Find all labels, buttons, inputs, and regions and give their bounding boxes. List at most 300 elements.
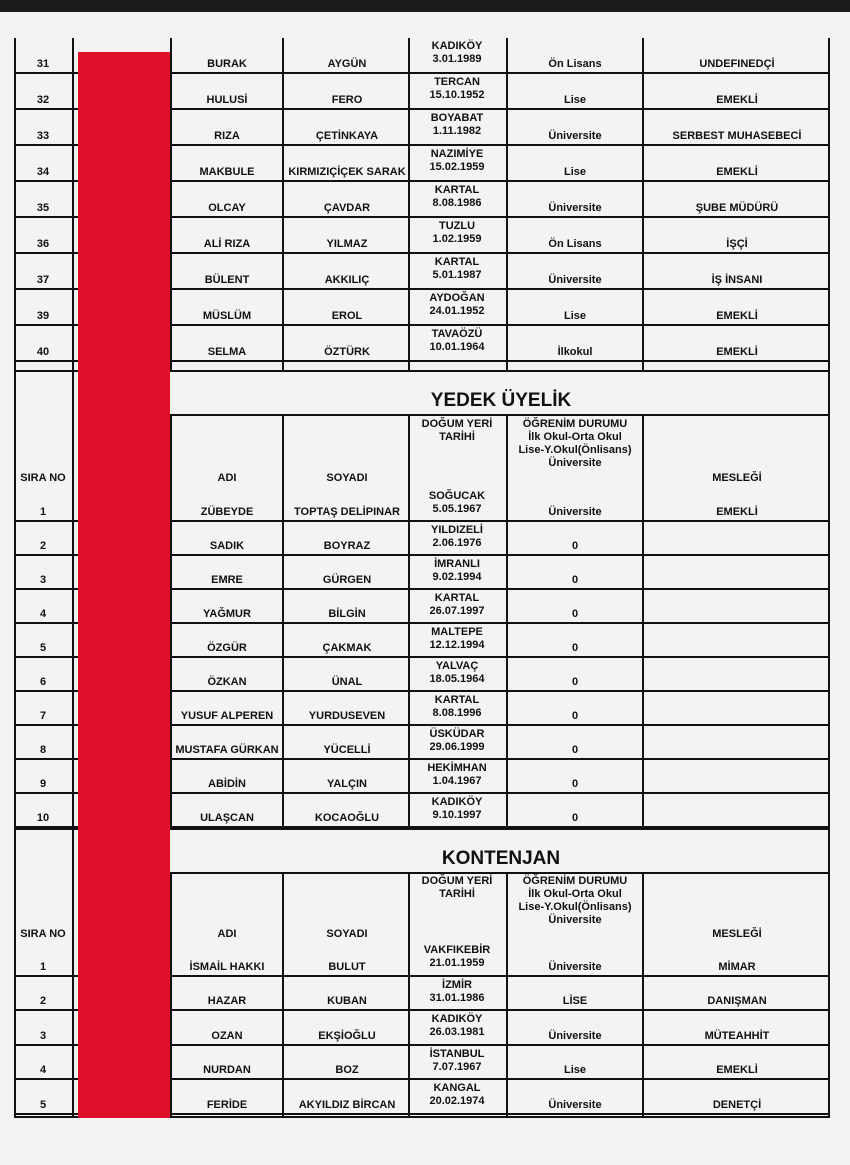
cell-dogum [410,726,504,758]
cell-meslek-text: EMEKLİ [716,346,758,358]
cell-ogrenim [508,218,642,252]
cell-ogrenim [508,726,642,758]
cell-dogum [410,146,504,180]
cell-soyadi [284,760,410,792]
kontenjan-header-top-border [172,872,830,874]
cell-ogrenim [508,692,642,724]
cell-dogum-yeri: KADIKÖY [431,1013,483,1026]
cell-meslek [644,38,830,72]
cell-ogrenim [508,522,642,554]
cell-dogum-tarihi: 20.02.1974 [429,1095,485,1108]
cell-adi [172,488,282,520]
cell-meslek [644,254,830,288]
cell-sira-no [14,1046,72,1079]
cell-ogrenim-text: 0 [571,608,579,620]
cell-soyadi-text: YILMAZ [326,238,368,250]
cell-adi-text: NURDAN [203,1064,251,1077]
cell-meslek-text: MİMAR [718,960,756,973]
cell-sira-no [14,692,72,724]
cell-soyadi-text: ÜNAL [331,676,363,688]
header-dogum-1: DOĞUM YERİ [421,418,493,430]
cell-soyadi [284,590,410,622]
cell-sira-no [14,942,72,975]
cell-adi-text: ABİDİN [208,778,246,790]
cell-adi-text: BÜLENT [204,274,250,286]
cell-sira-no [14,146,72,180]
cell-sira-no [14,590,72,622]
cell-meslek [644,624,830,656]
cell-meslek-text: ŞUBE MÜDÜRÜ [695,202,779,214]
cell-soyadi-text: KIRMIZIÇİÇEK SARAK [288,166,406,178]
header-dogum-1: DOĞUM YERİ [421,875,493,887]
cell-ogrenim [508,590,642,622]
cell-meslek [644,110,830,144]
cell-adi [172,760,282,792]
cell-dogum [410,38,504,72]
cell-dogum-yeri: İSTANBUL [429,1047,485,1060]
cell-meslek-text: DANIŞMAN [707,995,767,1008]
cell-adi [172,1011,282,1044]
cell-soyadi [284,146,410,180]
cell-meslek-text: EMEKLİ [716,1064,758,1077]
cell-ogrenim [508,488,642,520]
cell-dogum [410,254,504,288]
column-divider [72,828,74,872]
cell-meslek [644,1080,830,1113]
cell-ogrenim [508,977,642,1010]
cell-dogum-tarihi: 31.01.1986 [429,991,485,1004]
cell-ogrenim-text: 0 [571,642,579,654]
cell-dogum-tarihi: 9.10.1997 [432,809,482,821]
cell-dogum-yeri: TUZLU [438,220,476,232]
cell-dogum-tarihi: 3.01.1989 [432,53,482,65]
cell-adi-text: BURAK [207,58,247,70]
column-divider [72,370,74,414]
member-list-page [14,38,830,1118]
cell-adi-text: OLCAY [208,202,246,214]
cell-adi-text: ÖZGÜR [207,642,247,654]
cell-dogum-tarihi: 1.11.1982 [432,125,482,137]
cell-adi-text: MAKBULE [199,166,255,178]
cell-soyadi [284,1080,410,1113]
cell-soyadi-text: EROL [331,310,363,322]
cell-dogum-yeri: BOYABAT [430,112,484,124]
cell-ogrenim [508,74,642,108]
header-soyadi: SOYADI [326,472,368,484]
cell-sira-no-text: 36 [36,238,50,250]
cell-soyadi-text: AYGÜN [327,58,367,70]
cell-ogrenim [508,146,642,180]
cell-soyadi [284,942,410,975]
column-divider [506,38,508,370]
cell-adi [172,794,282,826]
header-ogr-3: Lise-Y.Okul(Önlisans) [518,901,632,913]
yedek-title: YEDEK ÜYELİK [430,390,572,411]
cell-sira-no-text: 31 [36,58,50,70]
cell-soyadi-text: EKŞİOĞLU [318,1029,376,1042]
cell-soyadi [284,218,410,252]
cell-meslek [644,488,830,520]
cell-meslek [644,942,830,975]
cell-adi-text: RIZA [214,130,240,142]
cell-dogum-yeri: VAKFIKEBİR [423,944,491,956]
cell-ogrenim-text: Lise [563,1064,586,1077]
header-ogr-4: Üniversite [548,457,602,469]
cell-ogrenim-text: Üniversite [548,274,602,286]
cell-soyadi [284,110,410,144]
cell-dogum [410,1080,504,1113]
cell-soyadi-text: AKKILIÇ [324,274,370,286]
cell-ogrenim-text: 0 [571,676,579,688]
cell-ogrenim-text: Üniversite [548,130,602,142]
cell-adi-text: ULAŞCAN [200,812,254,824]
cell-dogum-tarihi: 8.08.1996 [432,707,482,719]
cell-adi-text: İSMAİL HAKKI [189,960,265,973]
cell-ogrenim-text: LİSE [562,995,588,1008]
cell-dogum-yeri: KARTAL [434,694,480,706]
cell-ogrenim-text: 0 [571,744,579,756]
column-divider [170,872,172,1118]
cell-dogum [410,1011,504,1044]
cell-meslek-text: MÜTEAHHİT [704,1029,770,1042]
column-divider [282,38,284,370]
cell-soyadi [284,1046,410,1079]
cell-dogum-tarihi: 2.06.1976 [432,537,482,549]
cell-meslek-text: EMEKLİ [716,310,758,322]
cell-adi-text: HAZAR [207,995,247,1008]
cell-soyadi-text: BOZ [335,1064,359,1077]
header-ogr-3: Lise-Y.Okul(Önlisans) [518,444,632,456]
cell-ogrenim [508,1011,642,1044]
cell-soyadi-text: KOCAOĞLU [314,812,380,824]
cell-adi [172,290,282,324]
cell-sira-no-text: 37 [36,274,50,286]
cell-soyadi-text: ÖZTÜRK [324,346,370,358]
cell-adi [172,110,282,144]
cell-sira-no-text: 1 [39,960,47,973]
cell-soyadi [284,977,410,1010]
cell-adi [172,74,282,108]
column-divider [506,414,508,828]
column-divider [282,414,284,828]
column-divider [642,38,644,370]
cell-dogum-yeri: KARTAL [434,184,480,196]
cell-ogrenim-text: Üniversite [548,1098,602,1111]
cell-meslek [644,726,830,758]
cell-soyadi-text: TOPTAŞ DELİPINAR [294,506,400,518]
column-divider [72,414,74,828]
header-dogum-2: TARİHİ [439,888,475,900]
cell-adi [172,218,282,252]
cell-soyadi-text: BULUT [328,960,366,973]
cell-sira-no [14,522,72,554]
cell-sira-no-text: 2 [39,540,47,552]
cell-meslek [644,760,830,792]
cell-meslek [644,74,830,108]
cell-soyadi [284,624,410,656]
column-divider [170,38,172,370]
cell-dogum-tarihi: 26.03.1981 [429,1026,485,1039]
cell-meslek [644,326,830,360]
cell-dogum-yeri: MALTEPE [431,626,483,638]
cell-ogrenim-text: Ön Lisans [548,238,602,250]
cell-ogrenim [508,110,642,144]
cell-dogum [410,522,504,554]
cell-ogrenim [508,1046,642,1079]
cell-soyadi [284,254,410,288]
cell-sira-no [14,794,72,826]
cell-meslek [644,1011,830,1044]
header-meslek: MESLEĞİ [712,928,762,940]
cell-sira-no [14,254,72,288]
cell-dogum [410,182,504,216]
cell-soyadi [284,692,410,724]
cell-sira-no [14,110,72,144]
cell-sira-no [14,760,72,792]
cell-sira-no-text: 3 [39,574,47,586]
cell-dogum-yeri: YILDIZELİ [431,524,483,536]
cell-meslek-text: İŞ İNSANI [711,274,763,286]
column-divider [408,872,410,1118]
cell-soyadi-text: YURDUSEVEN [308,710,386,722]
cell-adi-text: MUSTAFA GÜRKAN [175,744,279,756]
cell-dogum [410,692,504,724]
cell-meslek-text: EMEKLİ [716,506,758,518]
cell-adi [172,522,282,554]
cell-adi-text: OZAN [211,1029,243,1042]
cell-adi [172,977,282,1010]
cell-ogrenim-text: Üniversite [548,960,602,973]
cell-dogum-yeri: İZMİR [442,978,472,991]
cell-adi [172,1046,282,1079]
cell-sira-no-text: 39 [36,310,50,322]
cell-soyadi [284,726,410,758]
cell-dogum-tarihi: 26.07.1997 [429,605,485,617]
cell-meslek [644,794,830,826]
redaction-bar [78,52,170,1118]
column-divider [72,872,74,1118]
cell-dogum [410,556,504,588]
cell-soyadi [284,794,410,826]
cell-dogum [410,942,504,975]
cell-sira-no-text: 1 [39,506,47,518]
cell-sira-no-text: 5 [39,642,47,654]
cell-sira-no-text: 3 [39,1029,47,1042]
cell-meslek [644,218,830,252]
cell-ogrenim [508,794,642,826]
cell-dogum-tarihi: 1.04.1967 [432,775,482,787]
cell-adi [172,726,282,758]
cell-ogrenim-text: Üniversite [548,1029,602,1042]
cell-meslek-text: DENETÇİ [712,1098,762,1111]
cell-sira-no [14,488,72,520]
cell-soyadi [284,38,410,72]
cell-sira-no-text: 32 [36,94,50,106]
column-divider [282,872,284,1118]
cell-ogrenim-text: Lise [563,166,586,178]
cell-adi [172,658,282,690]
cell-sira-no [14,1011,72,1044]
cell-meslek-text: EMEKLİ [716,94,758,106]
cell-adi [172,182,282,216]
cell-adi [172,624,282,656]
cell-soyadi [284,74,410,108]
cell-soyadi-text: YALÇIN [327,778,367,790]
cell-dogum [410,1046,504,1079]
cell-dogum-tarihi: 21.01.1959 [429,957,485,969]
cell-sira-no-text: 8 [39,744,47,756]
cell-dogum-tarihi: 8.08.1986 [432,197,482,209]
cell-soyadi-text: AKYILDIZ BİRCAN [298,1098,396,1111]
cell-adi-text: SADIK [209,540,245,552]
cell-soyadi-text: ÇETİNKAYA [315,130,379,142]
column-divider [408,414,410,828]
cell-sira-no [14,182,72,216]
cell-dogum-yeri: NAZIMİYE [430,148,484,160]
cell-dogum-tarihi: 24.01.1952 [429,305,485,317]
header-ogr-1: ÖĞRENİM DURUMU [522,875,628,887]
cell-soyadi [284,1011,410,1044]
cell-dogum-yeri: AYDOĞAN [429,292,485,304]
cell-sira-no [14,74,72,108]
cell-soyadi-text: ÇAVDAR [323,202,371,214]
cell-sira-no [14,624,72,656]
cell-soyadi [284,658,410,690]
cell-dogum-tarihi: 1.02.1959 [432,233,482,245]
cell-soyadi-text: GÜRGEN [322,574,372,586]
cell-sira-no [14,556,72,588]
cell-sira-no [14,218,72,252]
cell-adi [172,590,282,622]
cell-dogum [410,624,504,656]
cell-soyadi-text: ÇAKMAK [322,642,372,654]
cell-sira-no-text: 35 [36,202,50,214]
cell-dogum-tarihi: 9.02.1994 [432,571,482,583]
cell-dogum-tarihi: 7.07.1967 [432,1060,482,1073]
scan-top-edge [0,0,850,12]
cell-adi [172,326,282,360]
cell-adi [172,692,282,724]
cell-soyadi [284,182,410,216]
cell-dogum-tarihi: 29.06.1999 [429,741,485,753]
cell-soyadi [284,488,410,520]
cell-dogum-yeri: KADIKÖY [431,40,483,52]
cell-sira-no-text: 2 [39,995,47,1008]
cell-meslek [644,290,830,324]
cell-ogrenim-text: Ön Lisans [548,58,602,70]
cell-ogrenim [508,556,642,588]
cell-dogum [410,290,504,324]
cell-ogrenim [508,182,642,216]
cell-dogum-yeri: TAVAÖZÜ [431,328,483,340]
cell-adi-text: YUSUF ALPEREN [180,710,274,722]
cell-adi [172,38,282,72]
cell-dogum-yeri: KADIKÖY [431,796,483,808]
cell-adi [172,556,282,588]
header-ogr-2: İlk Okul-Orta Okul [528,431,622,443]
cell-meslek [644,146,830,180]
cell-adi [172,146,282,180]
cell-dogum-tarihi: 12.12.1994 [429,639,485,651]
column-divider [170,414,172,828]
cell-sira-no [14,658,72,690]
cell-dogum-tarihi: 18.05.1964 [429,673,485,685]
cell-dogum [410,218,504,252]
cell-adi-text: EMRE [211,574,243,586]
cell-ogrenim-text: Lise [563,310,586,322]
cell-adi-text: YAĞMUR [203,608,251,620]
cell-dogum-tarihi: 15.02.1959 [429,161,485,173]
cell-dogum-yeri: TERCAN [434,76,480,88]
cell-ogrenim-text: 0 [571,778,579,790]
cell-sira-no-text: 5 [39,1098,47,1111]
cell-dogum-yeri: KANGAL [433,1082,481,1095]
cell-dogum-yeri: KARTAL [434,592,480,604]
cell-meslek-text: İŞÇİ [726,238,748,250]
cell-adi-text: HULUSİ [206,94,248,106]
cell-ogrenim [508,326,642,360]
cell-dogum-yeri: YALVAÇ [435,660,479,672]
cell-adi [172,942,282,975]
cell-meslek [644,522,830,554]
cell-meslek-text: SERBEST MUHASEBECİ [672,130,802,142]
cell-dogum-yeri: SOĞUCAK [428,490,486,502]
cell-sira-no [14,326,72,360]
column-divider [72,38,74,370]
cell-ogrenim [508,942,642,975]
yedek-header-top-border [172,414,830,416]
cell-ogrenim-text: 0 [571,574,579,586]
cell-ogrenim [508,658,642,690]
cell-ogrenim-text: Üniversite [548,506,602,518]
cell-dogum-yeri: İMRANLI [434,558,480,570]
cell-dogum-yeri: HEKİMHAN [427,762,487,774]
cell-meslek-text: EMEKLİ [716,166,758,178]
cell-ogrenim [508,624,642,656]
cell-meslek [644,977,830,1010]
cell-sira-no-text: 7 [39,710,47,722]
header-adi: ADI [217,928,237,940]
cell-sira-no-text: 10 [36,812,50,824]
cell-sira-no-text: 33 [36,130,50,142]
cell-adi-text: ZÜBEYDE [200,506,254,518]
cell-sira-no-text: 40 [36,346,50,358]
cell-dogum [410,760,504,792]
cell-sira-no [14,290,72,324]
cell-ogrenim [508,290,642,324]
cell-ogrenim-text: 0 [571,812,579,824]
cell-soyadi-text: KUBAN [327,995,367,1008]
cell-ogrenim-text: İlkokul [557,346,593,358]
cell-soyadi-text: YÜCELLİ [323,744,371,756]
cell-adi-text: FERİDE [206,1098,248,1111]
cell-adi-text: ÖZKAN [207,676,247,688]
cell-dogum [410,488,504,520]
column-divider [642,414,644,828]
header-ogr-4: Üniversite [548,914,602,926]
header-sira-no: SIRA NO [20,472,66,484]
cell-ogrenim [508,254,642,288]
cell-dogum-yeri: ÜSKÜDAR [429,728,485,740]
cell-sira-no-text: 4 [39,1064,47,1077]
cell-ogrenim-text: 0 [571,540,579,552]
cell-soyadi-text: FERO [331,94,363,106]
header-soyadi: SOYADI [326,928,368,940]
cell-dogum [410,658,504,690]
cell-ogrenim-text: Lise [563,94,586,106]
cell-soyadi [284,556,410,588]
cell-soyadi-text: BİLGİN [328,608,366,620]
